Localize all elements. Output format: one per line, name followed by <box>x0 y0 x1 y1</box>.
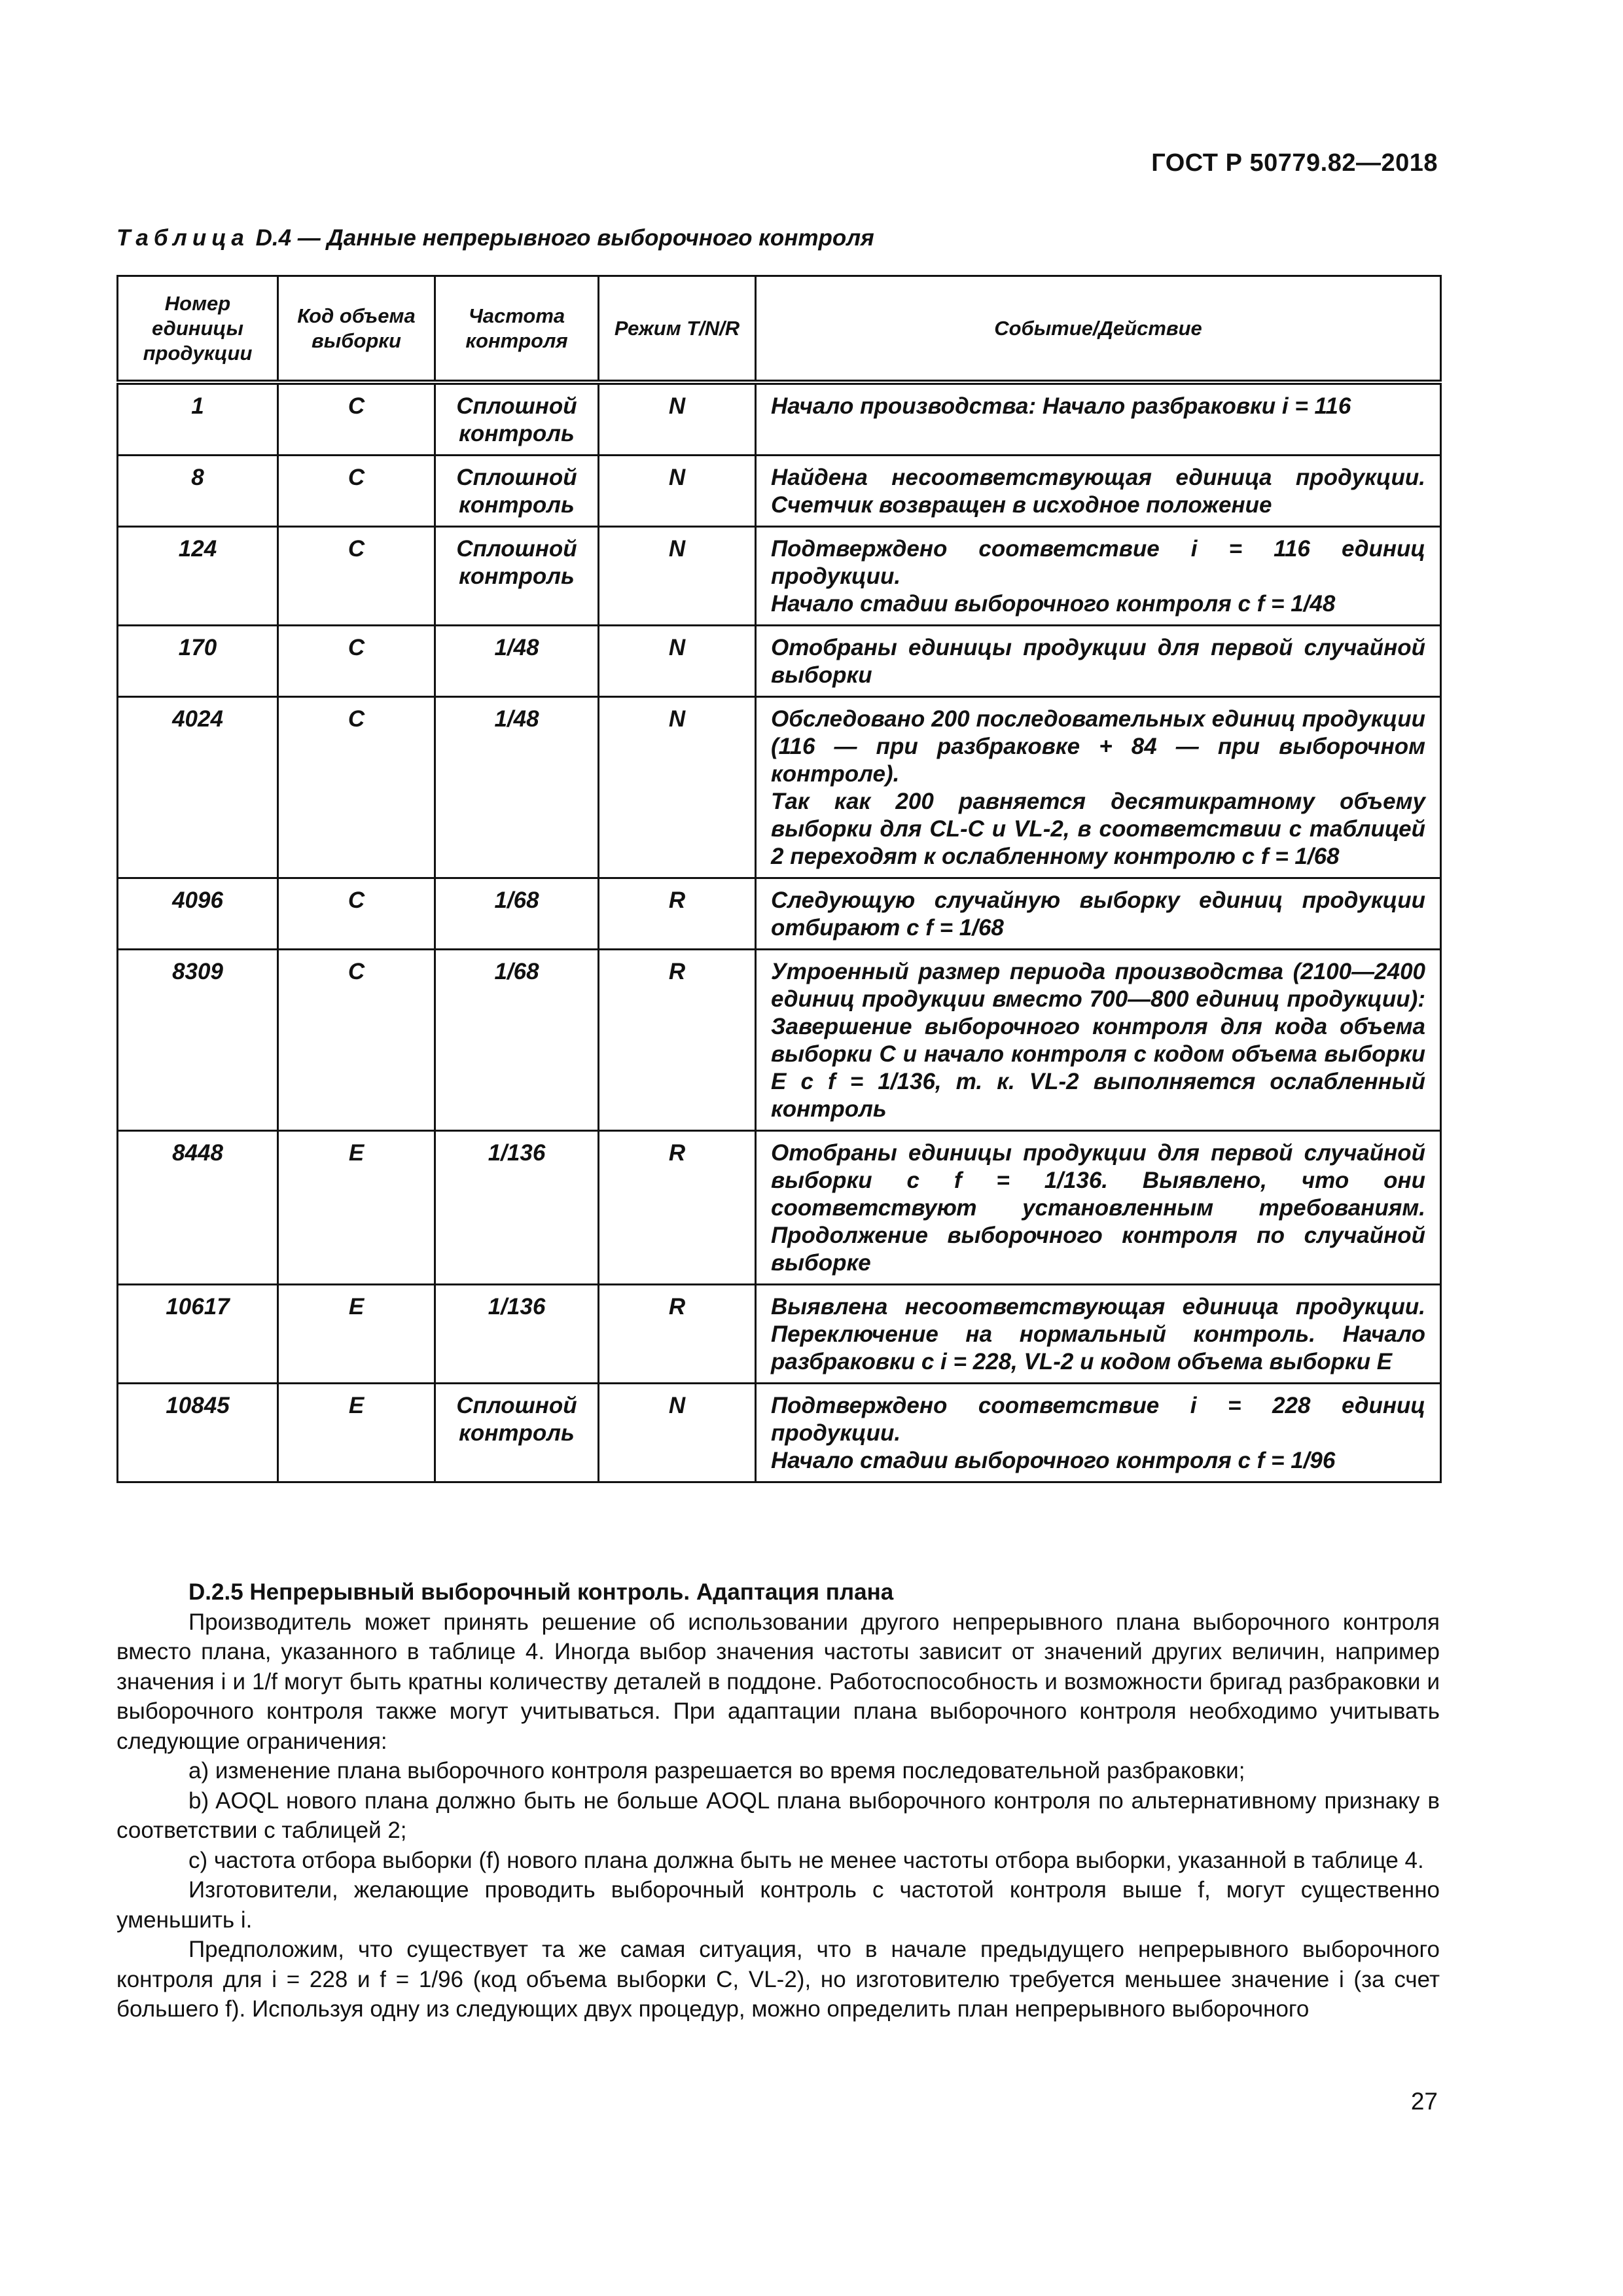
column-header-unit-number: Номер единицы продукции <box>118 276 278 383</box>
unit-number-cell: 8 <box>118 456 278 527</box>
unit-number-cell: 8448 <box>118 1131 278 1285</box>
frequency-cell: 1/48 <box>435 697 599 878</box>
event-text: Отобраны единицы продукции для первой случайной выборки <box>771 635 1425 688</box>
frequency-cell: 1/68 <box>435 950 599 1131</box>
frequency-cell: Сплошной контроль <box>435 382 599 456</box>
table-row <box>118 878 1441 950</box>
unit-number-cell: 4096 <box>118 878 278 950</box>
table-caption <box>116 225 874 251</box>
event-text: Так как 200 равняется десятикратному объему выборки для CL-C и VL-2, в соответствии с таблицей 2 переходят к ослабленному контролю с f = 1/68 <box>771 789 1425 869</box>
event-text: Следующую случайную выборку единиц продукции отбирают с f = 1/68 <box>771 888 1425 941</box>
table-row <box>118 697 1441 878</box>
sample-code-cell: E <box>278 1384 435 1482</box>
mode-cell: N <box>599 527 756 626</box>
unit-number-cell: 1 <box>118 382 278 456</box>
standard-number: ГОСТ Р 50779.82—2018 <box>1151 149 1438 177</box>
mode-cell: R <box>599 1131 756 1285</box>
unit-number-cell: 10845 <box>118 1384 278 1482</box>
sample-code-cell: C <box>278 950 435 1131</box>
paragraph: a) изменение плана выборочного контроля разрешается во время последовательной разбраковки; <box>188 1758 1245 1784</box>
event-text: Начало производства: Начало разбраковки i = 116 <box>771 393 1351 419</box>
paragraph: c) частота отбора выборки (f) нового плана должна быть не менее частоты отбора выборки, указанной в таблице 4. <box>188 1847 1424 1873</box>
table-row <box>118 1131 1441 1285</box>
column-header-event: Событие/Действие <box>756 276 1441 383</box>
mode-cell: N <box>599 697 756 878</box>
mode-cell: R <box>599 1285 756 1384</box>
sample-code-cell: C <box>278 878 435 950</box>
event-cell <box>756 1285 1441 1384</box>
unit-number-cell: 170 <box>118 626 278 697</box>
event-text: Отобраны единицы продукции для первой случайной выборки с f = 1/136. Выявлено, что они соответствуют установленным требованиям. Продолжение выборочного контроля по случайной выборке <box>771 1140 1425 1276</box>
event-cell <box>756 697 1441 878</box>
mode-cell: R <box>599 878 756 950</box>
mode-cell: R <box>599 950 756 1131</box>
frequency-cell: Сплошной контроль <box>435 527 599 626</box>
mode-cell: N <box>599 382 756 456</box>
sample-code-cell: C <box>278 527 435 626</box>
event-cell <box>756 878 1441 950</box>
table-row <box>118 1384 1441 1482</box>
frequency-cell: 1/136 <box>435 1131 599 1285</box>
event-cell <box>756 527 1441 626</box>
mode-cell: N <box>599 626 756 697</box>
frequency-cell: Сплошной контроль <box>435 456 599 527</box>
event-cell <box>756 626 1441 697</box>
paragraph: Производитель может принять решение об использовании другого непрерывного плана выборочного контроля вместо плана, указанного в таблице 4. Иногда выбор значения частоты зависит от значений других величин, например значения i и 1/f могут быть кратны количеству деталей в поддоне. Работоспособность и возможности бригад разбраковки и выборочного контроля также могут учитываться. При адаптации плана выборочного контроля необходимо учитывать следующие ограничения: <box>116 1609 1440 1754</box>
unit-number-cell: 8309 <box>118 950 278 1131</box>
section-title: D.2.5 Непрерывный выборочный контроль. Адаптация плана <box>188 1579 894 1605</box>
event-cell <box>756 950 1441 1131</box>
table-caption-word: Таблица <box>116 225 249 251</box>
sample-code-cell: C <box>278 697 435 878</box>
unit-number-cell: 124 <box>118 527 278 626</box>
section-body <box>116 1577 1440 2024</box>
event-text: Утроенный размер периода производства (2100—2400 единиц продукции вместо 700—800 единиц продукции): Завершение выборочного контроля для кода объема выборки C и начало контроля с кодом объема выборки E с f = 1/136, т. к. VL-2 выполняется ослабленный контроль <box>771 959 1425 1122</box>
event-text: Найдена несоответствующая единица продукции. Счетчик возвращен в исходное положение <box>771 465 1425 518</box>
table-caption-text: D.4 — Данные непрерывного выборочного контроля <box>255 225 874 251</box>
event-text: Обследовано 200 последовательных единиц продукции (116 — при разбраковке + 84 — при выборочном контроле). <box>771 706 1425 787</box>
frequency-cell: 1/136 <box>435 1285 599 1384</box>
mode-cell: N <box>599 1384 756 1482</box>
unit-number-cell: 10617 <box>118 1285 278 1384</box>
column-header-sample-code: Код объема выборки <box>278 276 435 383</box>
event-cell <box>756 456 1441 527</box>
event-cell <box>756 1384 1441 1482</box>
table-row <box>118 950 1441 1131</box>
event-text: Выявлена несоответствующая единица продукции. Переключение на нормальный контроль. Начало разбраковки с i = 228, VL-2 и кодом объема выборки E <box>771 1294 1425 1374</box>
frequency-cell: 1/68 <box>435 878 599 950</box>
paragraph: Изготовители, желающие проводить выборочный контроль с частотой контроля выше f, могут существенно уменьшить i. <box>116 1877 1440 1933</box>
column-header-mode: Режим T/N/R <box>599 276 756 383</box>
table-row <box>118 456 1441 527</box>
table-row <box>118 527 1441 626</box>
sample-code-cell: C <box>278 456 435 527</box>
page-number: 27 <box>1410 2088 1438 2115</box>
frequency-cell: Сплошной контроль <box>435 1384 599 1482</box>
event-cell <box>756 1131 1441 1285</box>
table-header-row <box>118 276 1441 383</box>
unit-number-cell: 4024 <box>118 697 278 878</box>
sample-code-cell: C <box>278 626 435 697</box>
sample-code-cell: E <box>278 1285 435 1384</box>
column-header-frequency: Частота контроля <box>435 276 599 383</box>
mode-cell: N <box>599 456 756 527</box>
sample-code-cell: E <box>278 1131 435 1285</box>
event-text: Подтверждено соответствие i = 228 единиц продукции. <box>771 1393 1425 1446</box>
event-text: Подтверждено соответствие i = 116 единиц продукции. <box>771 536 1425 589</box>
event-text: Начало стадии выборочного контроля с f = 1/96 <box>771 1448 1336 1473</box>
event-cell <box>756 382 1441 456</box>
table-row <box>118 1285 1441 1384</box>
event-text: Начало стадии выборочного контроля с f = 1/48 <box>771 591 1336 617</box>
frequency-cell: 1/48 <box>435 626 599 697</box>
sample-code-cell: C <box>278 382 435 456</box>
table-row <box>118 626 1441 697</box>
sampling-data-table <box>116 275 1442 1483</box>
table-row <box>118 382 1441 456</box>
paragraph: Предположим, что существует та же самая ситуация, что в начале предыдущего непрерывного выборочного контроля для i = 228 и f = 1/96 (код объема выборки C, VL-2), но изготовителю требуется меньшее значение i (за счет большего f). Используя одну из следующих двух процедур, можно определить план непрерывного выборочного <box>116 1937 1440 2022</box>
paragraph: b) AOQL нового плана должно быть не больше AOQL плана выборочного контроля по альтернативному признаку в соответствии с таблицей 2; <box>116 1787 1440 1843</box>
